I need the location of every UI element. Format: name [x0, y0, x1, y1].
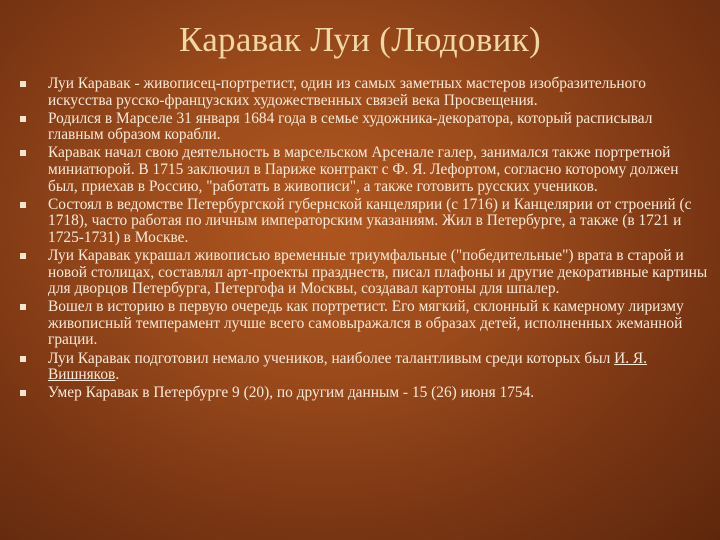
bullet-square-icon: [20, 356, 26, 362]
bullet-text: Вошел в историю в первую очередь как портретист. Его мягкий, склонный к камерному лиризму живописный темперамент лучше всего самовыражался в образах детей, исполненных жеманной грации.: [48, 298, 684, 349]
bullet-square-icon: [20, 253, 26, 259]
bullet-item: [20, 299, 710, 349]
bullet-text: Каравак начал свою деятельность в марсельском Арсенале галер, занимался также портретной миниатюрой. В 1715 заключил в Париже контракт с Ф. Я. Лефортом, согласно которому должен был, приехав в Россию, "работать в живописи", а также готовить русских учеников.: [48, 144, 679, 195]
bullet-square-icon: [20, 116, 26, 122]
bullet-lead: Луи Каравак: [48, 75, 131, 92]
bullet-item: [20, 351, 710, 384]
bullet-square-icon: [20, 150, 26, 156]
bullet-item: [20, 197, 710, 247]
bullet-text: Родился в Марселе 31 января 1684 года в семье художника-декоратора, который расписывал главным образом корабли.: [48, 109, 653, 144]
bullet-text: Умер Каравак в Петербурге 9 (20), по другим данным - 15 (26) июня 1754.: [48, 384, 535, 402]
bullet-item: [20, 385, 710, 402]
bullet-text: [48, 350, 647, 384]
bullet-square-icon: [20, 304, 26, 310]
bullet-body: - живописец-портретист, один из самых заметных мастеров изобразительного искусства русско-французских художественных связей века Просвещения.: [48, 75, 646, 109]
bullet-item: [20, 111, 710, 144]
bullet-text: [48, 75, 646, 109]
bullet-square-icon: [20, 390, 26, 396]
slide-title: Каравак Луи (Людовик): [179, 20, 541, 59]
bullet-suffix: .: [115, 366, 120, 384]
bullet-item: [20, 248, 710, 298]
bullet-square-icon: [20, 202, 26, 208]
bullet-square-icon: [20, 81, 26, 87]
bullet-text: Состоял в ведомстве Петербургской губернской канцелярии (с 1716) и Канцелярии от строений (с 1718), часто работая по личным императорским указаниям. Жил в Петербурге, а также (в 1721 и 1725-1731) в Москве.: [48, 195, 692, 246]
bullet-body: Луи Каравак подготовил немало учеников, наиболее талантливым среди которых был: [48, 349, 615, 367]
bullet-item: [20, 76, 710, 109]
vishnyakov-link[interactable]: И. Я. Вишняков: [48, 349, 648, 384]
bullet-item: [20, 145, 710, 195]
bullet-text: Луи Каравак украшал живописью временные триумфальные ("победительные") врата в старой и новой столицах, составлял арт-проекты празднеств, писал плафоны и другие декоративные картины для дворцов Петербурга, Петергофа и Москвы, создавал картоны для шпалер.: [48, 246, 708, 298]
bullet-list: [20, 76, 710, 403]
